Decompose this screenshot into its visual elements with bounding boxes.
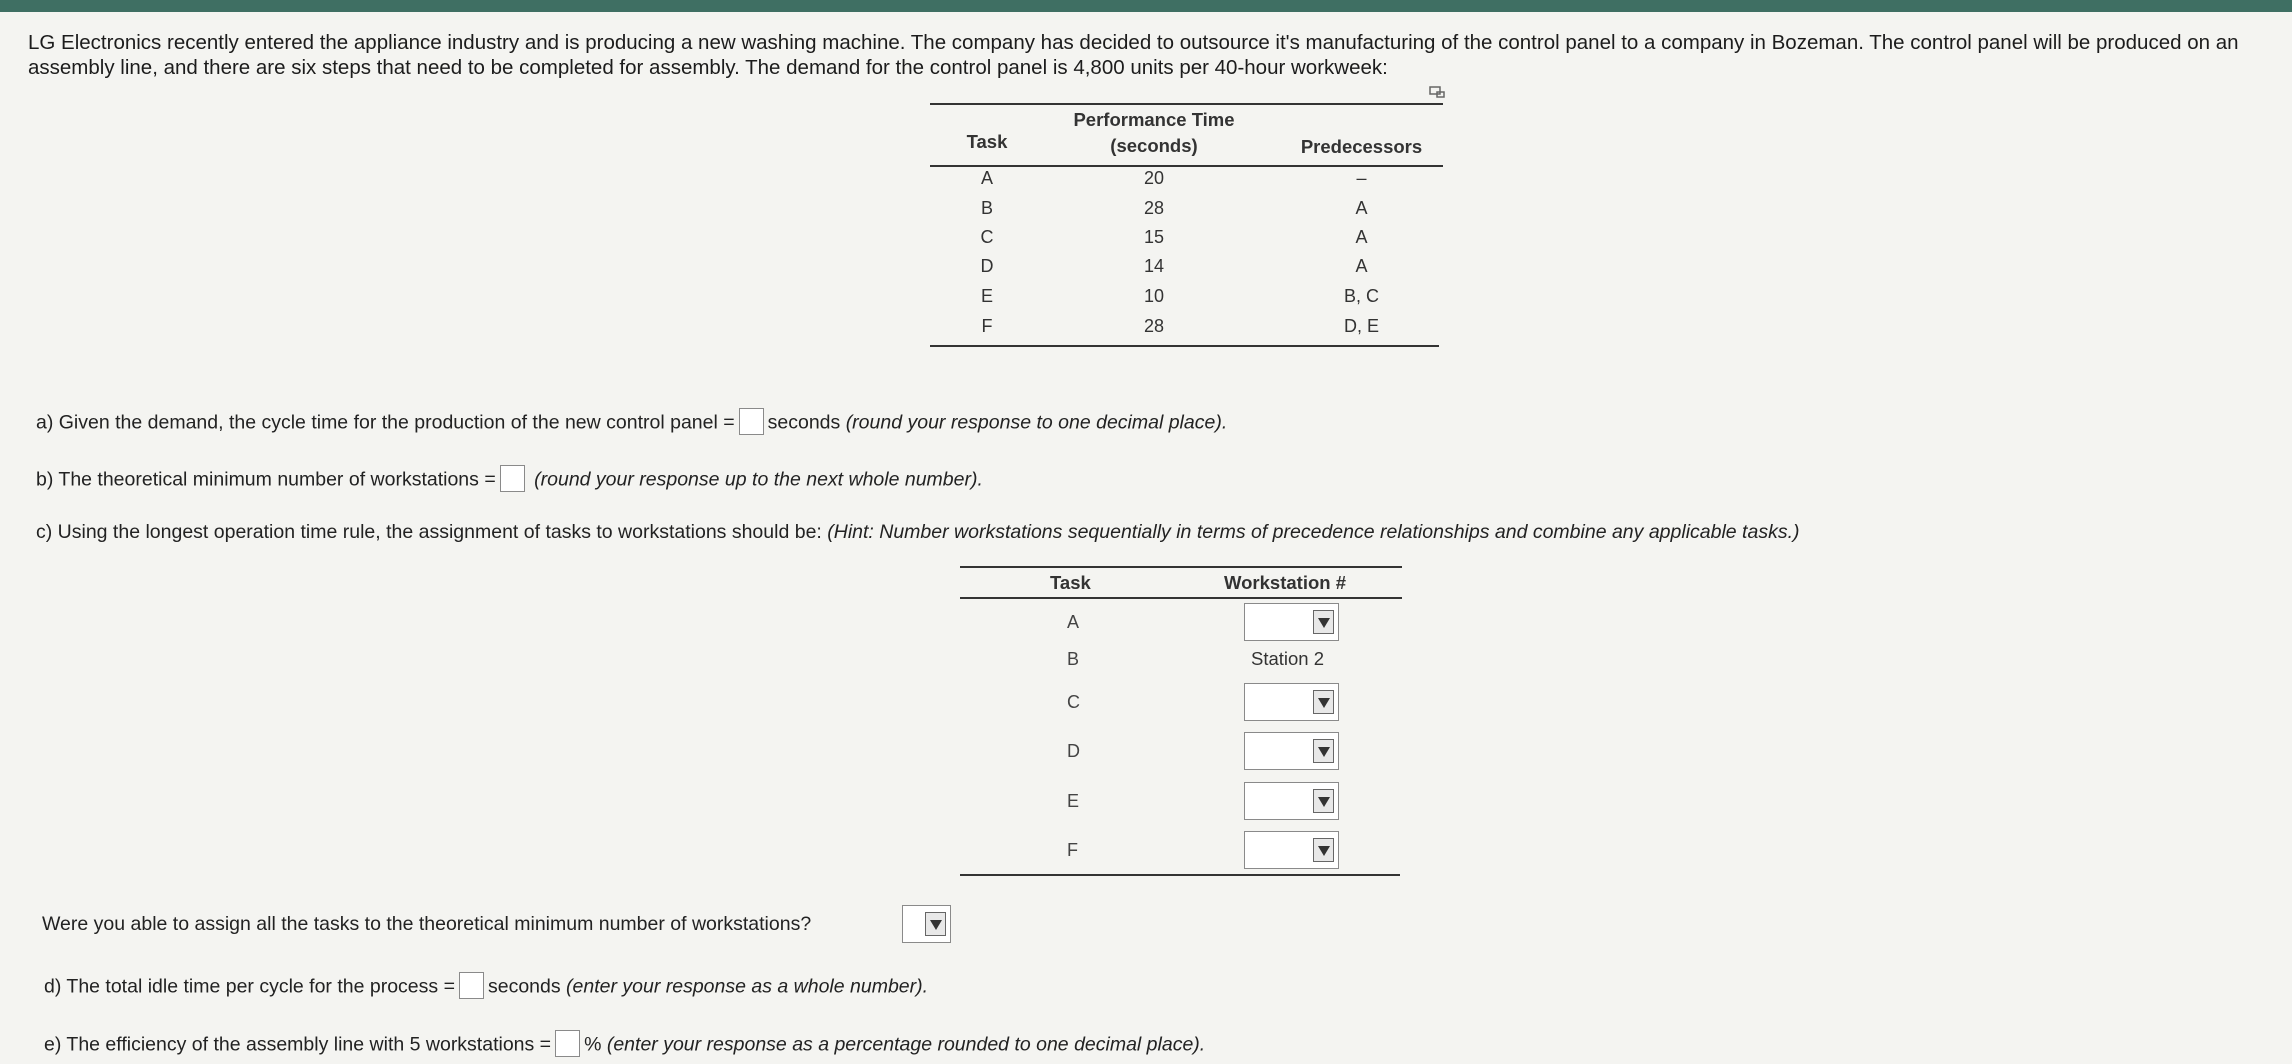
- col-header-time-line2: (seconds): [1110, 135, 1198, 156]
- predecessor-cell: A: [1355, 256, 1368, 276]
- copy-icon[interactable]: [1429, 86, 1445, 98]
- question-d-text: d) The total idle time per cycle for the process =: [44, 975, 455, 998]
- workstation-value-b: Station 2: [1251, 648, 1325, 669]
- task-label: B: [1067, 649, 1080, 669]
- question-d-unit: seconds: [487, 975, 561, 998]
- dropdown-arrow-icon: [925, 912, 946, 936]
- time-cell: 28: [1143, 316, 1165, 336]
- workstation-select-e[interactable]: [1244, 782, 1339, 820]
- workstation-select-f[interactable]: [1244, 831, 1339, 869]
- question-min-feasible: [42, 913, 811, 936]
- time-cell: 10: [1143, 286, 1165, 306]
- task-cell: F: [981, 316, 993, 336]
- header-rule: [960, 597, 1402, 599]
- col-header-task: Task: [1050, 572, 1091, 593]
- time-cell: 15: [1143, 227, 1165, 247]
- table-bottom-rule: [960, 874, 1400, 876]
- min-workstations-input[interactable]: [500, 465, 525, 492]
- question-c-text: c) Using the longest operation time rule, the assignment of tasks to workstations should be:: [36, 521, 822, 543]
- dropdown-arrow-icon: [1313, 789, 1334, 813]
- time-cell: 20: [1143, 168, 1165, 188]
- workstation-select-c[interactable]: [1244, 683, 1339, 721]
- workstation-select-d[interactable]: [1244, 732, 1339, 770]
- dropdown-arrow-icon: [1313, 690, 1334, 714]
- dropdown-arrow-icon: [1313, 610, 1334, 634]
- time-cell: 28: [1143, 198, 1165, 218]
- header-rule: [930, 165, 1443, 167]
- question-d-note: (enter your response as a whole number).: [566, 975, 929, 998]
- question-b: [36, 467, 983, 494]
- question-a-text: a) Given the demand, the cycle time for the production of the new control panel =: [36, 411, 735, 434]
- cycle-time-input[interactable]: [739, 408, 764, 435]
- question-a-unit: seconds: [767, 411, 841, 434]
- col-header-time-line1: Performance Time: [1073, 109, 1235, 130]
- workstation-assignment-table: [960, 566, 1402, 876]
- question-a: [36, 410, 1227, 437]
- col-header-workstation: Workstation #: [1224, 572, 1346, 593]
- table-top-rule: [930, 103, 1443, 105]
- dropdown-arrow-icon: [1313, 838, 1334, 862]
- task-cell: A: [980, 168, 993, 188]
- question-min-feasible-text: Were you able to assign all the tasks to the theoretical minimum number of workstations?: [42, 913, 812, 935]
- min-feasible-select[interactable]: [902, 905, 951, 943]
- problem-intro: LG Electronics recently entered the appliance industry and is producing a new washing machine. The company has decided to outsource it's manufacturing of the control panel to a company in Bozeman. The control panel will be produced on an assembly line, and there are six steps that need to be completed for assembly. The demand for the control panel is 4,800 units per 40-hour workweek:: [28, 31, 2239, 79]
- top-bar: [0, 0, 2292, 12]
- idle-time-input[interactable]: [459, 972, 484, 999]
- question-e-text: e) The efficiency of the assembly line with 5 workstations =: [44, 1033, 552, 1056]
- task-cell: D: [980, 256, 994, 276]
- question-a-note: (round your response to one decimal place).: [845, 411, 1228, 434]
- task-label: A: [1067, 612, 1080, 632]
- question-e-unit: %: [584, 1033, 602, 1056]
- task-cell: E: [980, 286, 993, 306]
- col-header-predecessors: Predecessors: [1300, 136, 1423, 157]
- question-e-note: (enter your response as a percentage rounded to one decimal place).: [606, 1033, 1206, 1056]
- predecessor-cell: –: [1356, 168, 1367, 188]
- task-label: D: [1067, 741, 1080, 761]
- efficiency-input[interactable]: [555, 1030, 580, 1057]
- question-e: [44, 1032, 1205, 1059]
- task-label: E: [1067, 791, 1080, 811]
- table-top-rule: [960, 566, 1402, 568]
- question-c: [36, 521, 1799, 544]
- predecessor-cell: A: [1355, 227, 1368, 247]
- predecessor-cell: D, E: [1343, 316, 1379, 336]
- question-c-hint: (Hint: Number workstations sequentially in terms of precedence relationships and combine any applicable tasks.): [827, 521, 1800, 543]
- task-label: F: [1067, 840, 1078, 860]
- task-cell: B: [980, 198, 993, 218]
- question-b-note: (round your response up to the next whole number).: [534, 468, 983, 491]
- table-bottom-rule: [930, 345, 1439, 347]
- time-cell: 14: [1143, 256, 1165, 276]
- question-d: [44, 974, 928, 1001]
- col-header-task: Task: [966, 131, 1008, 152]
- task-label: C: [1067, 692, 1080, 712]
- workstation-select-a[interactable]: [1244, 603, 1339, 641]
- dropdown-arrow-icon: [1313, 739, 1334, 763]
- predecessor-cell: B, C: [1343, 286, 1379, 306]
- predecessor-cell: A: [1355, 198, 1368, 218]
- task-cell: C: [980, 227, 994, 247]
- question-b-text: b) The theoretical minimum number of workstations =: [36, 468, 496, 491]
